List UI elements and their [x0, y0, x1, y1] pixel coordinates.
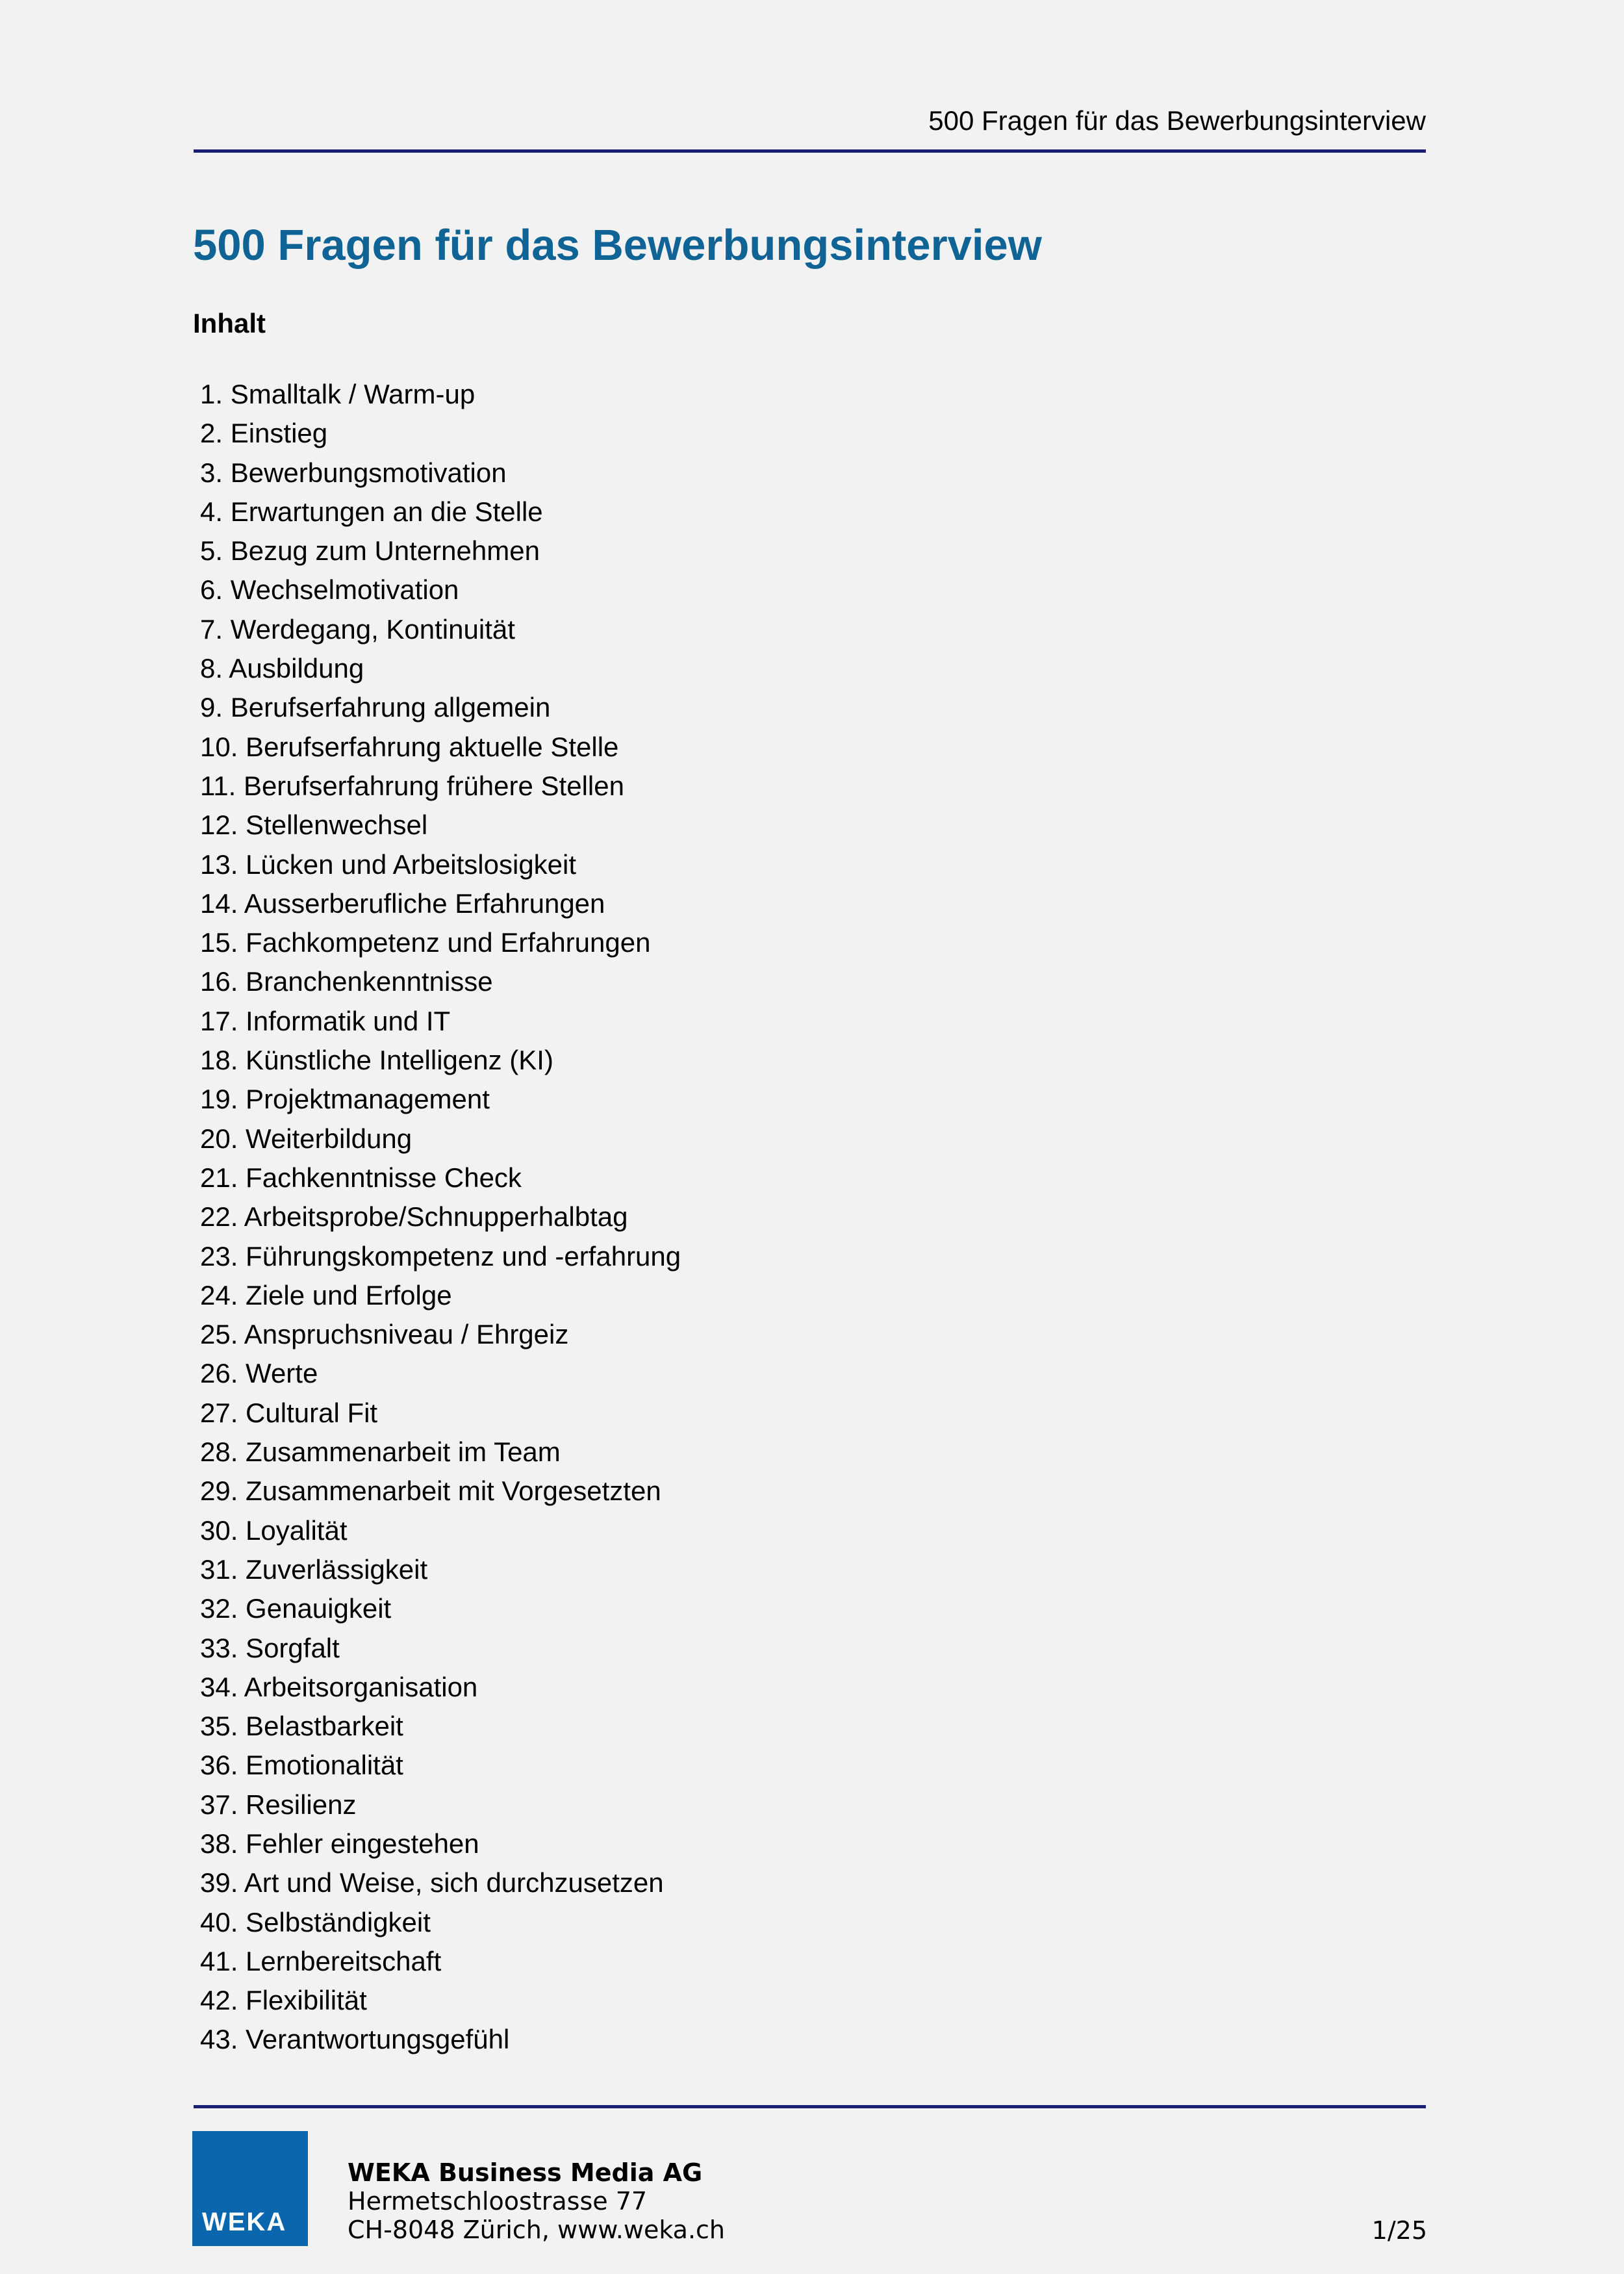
toc-item: 3. Bewerbungsmotivation	[200, 457, 507, 488]
toc-item: 32. Genauigkeit	[200, 1593, 392, 1624]
toc-item: 39. Art und Weise, sich durchzusetzen	[200, 1867, 664, 1898]
toc-item: 8. Ausbildung	[200, 653, 364, 684]
document-title: 500 Fragen für das Bewerbungsinterview	[193, 221, 1042, 270]
toc-item: 6. Wechselmotivation	[200, 574, 459, 606]
toc-item: 37. Resilienz	[200, 1789, 357, 1820]
toc-item: 4. Erwartungen an die Stelle	[200, 496, 543, 527]
toc-item: 43. Verantwortungsgefühl	[200, 2024, 510, 2055]
toc-item: 19. Projektmanagement	[200, 1084, 490, 1115]
toc-item: 16. Branchenkenntnisse	[200, 966, 493, 997]
toc-item: 26. Werte	[200, 1358, 318, 1389]
address-city-web: CH-8048 Zürich, www.weka.ch	[348, 2216, 726, 2244]
toc-item: 12. Stellenwechsel	[200, 810, 428, 841]
toc-item: 24. Ziele und Erfolge	[200, 1279, 452, 1310]
toc-item: 7. Werdegang, Kontinuität	[200, 613, 515, 645]
toc-item: 27. Cultural Fit	[200, 1397, 378, 1428]
toc-item: 33. Sorgfalt	[200, 1632, 340, 1663]
weka-logo-wordmark	[202, 2208, 299, 2234]
toc-item: 29. Zusammenarbeit mit Vorgesetzten	[200, 1476, 661, 1507]
toc-item: 22. Arbeitsprobe/Schnupperhalbtag	[200, 1201, 628, 1233]
toc-item: 15. Fachkompetenz und Erfahrungen	[200, 927, 651, 958]
toc-item: 2. Einstieg	[200, 418, 328, 449]
toc-item: 36. Emotionalität	[200, 1750, 403, 1781]
toc-item: 41. Lernbereitschaft	[200, 1945, 442, 1976]
toc-item: 40. Selbständigkeit	[200, 1906, 431, 1937]
toc-item: 5. Bezug zum Unternehmen	[200, 535, 540, 567]
weka-logo	[192, 2131, 308, 2246]
toc-item: 34. Arbeitsorganisation	[200, 1671, 478, 1702]
company-name: WEKA Business Media AG	[348, 2158, 703, 2187]
toc-item: 1. Smalltalk / Warm-up	[200, 379, 476, 409]
company-block	[348, 2158, 725, 2244]
toc-item: 14. Ausserberufliche Erfahrungen	[200, 888, 605, 919]
toc-item: 10. Berufserfahrung aktuelle Stelle	[200, 731, 619, 762]
toc-heading: Inhalt	[193, 308, 266, 339]
toc-item: 18. Künstliche Intelligenz (KI)	[200, 1045, 553, 1076]
toc-item: 35. Belastbarkeit	[200, 1711, 403, 1742]
toc-item: 38. Fehler eingestehen	[200, 1828, 479, 1859]
toc-item: 23. Führungskompetenz und -erfahrung	[200, 1240, 681, 1271]
running-header: 500 Fragen für das Bewerbungsinterview	[928, 105, 1426, 136]
toc-item: 31. Zuverlässigkeit	[200, 1553, 428, 1585]
table-of-contents	[200, 375, 681, 2060]
toc-item: 25. Anspruchsniveau / Ehrgeiz	[200, 1319, 569, 1350]
toc-item: 11. Berufserfahrung frühere Stellen	[200, 770, 624, 801]
header-rule	[194, 149, 1426, 153]
toc-item: 13. Lücken und Arbeitslosigkeit	[200, 849, 577, 880]
footer-rule	[194, 2105, 1426, 2108]
toc-item: 28. Zusammenarbeit im Team	[200, 1437, 561, 1468]
toc-item: 21. Fachkenntnisse Check	[200, 1162, 522, 1193]
toc-item: 42. Flexibilität	[200, 1985, 367, 2016]
svg-text:WEKA: WEKA	[202, 2208, 287, 2234]
toc-item: 17. Informatik und IT	[200, 1005, 451, 1036]
toc-item: 20. Weiterbildung	[200, 1123, 412, 1154]
page-number: 1/25	[1371, 2216, 1427, 2245]
address-street: Hermetschloostrasse 77	[348, 2187, 648, 2216]
toc-item: 9. Berufserfahrung allgemein	[200, 692, 551, 723]
toc-item: 30. Loyalität	[200, 1514, 348, 1546]
